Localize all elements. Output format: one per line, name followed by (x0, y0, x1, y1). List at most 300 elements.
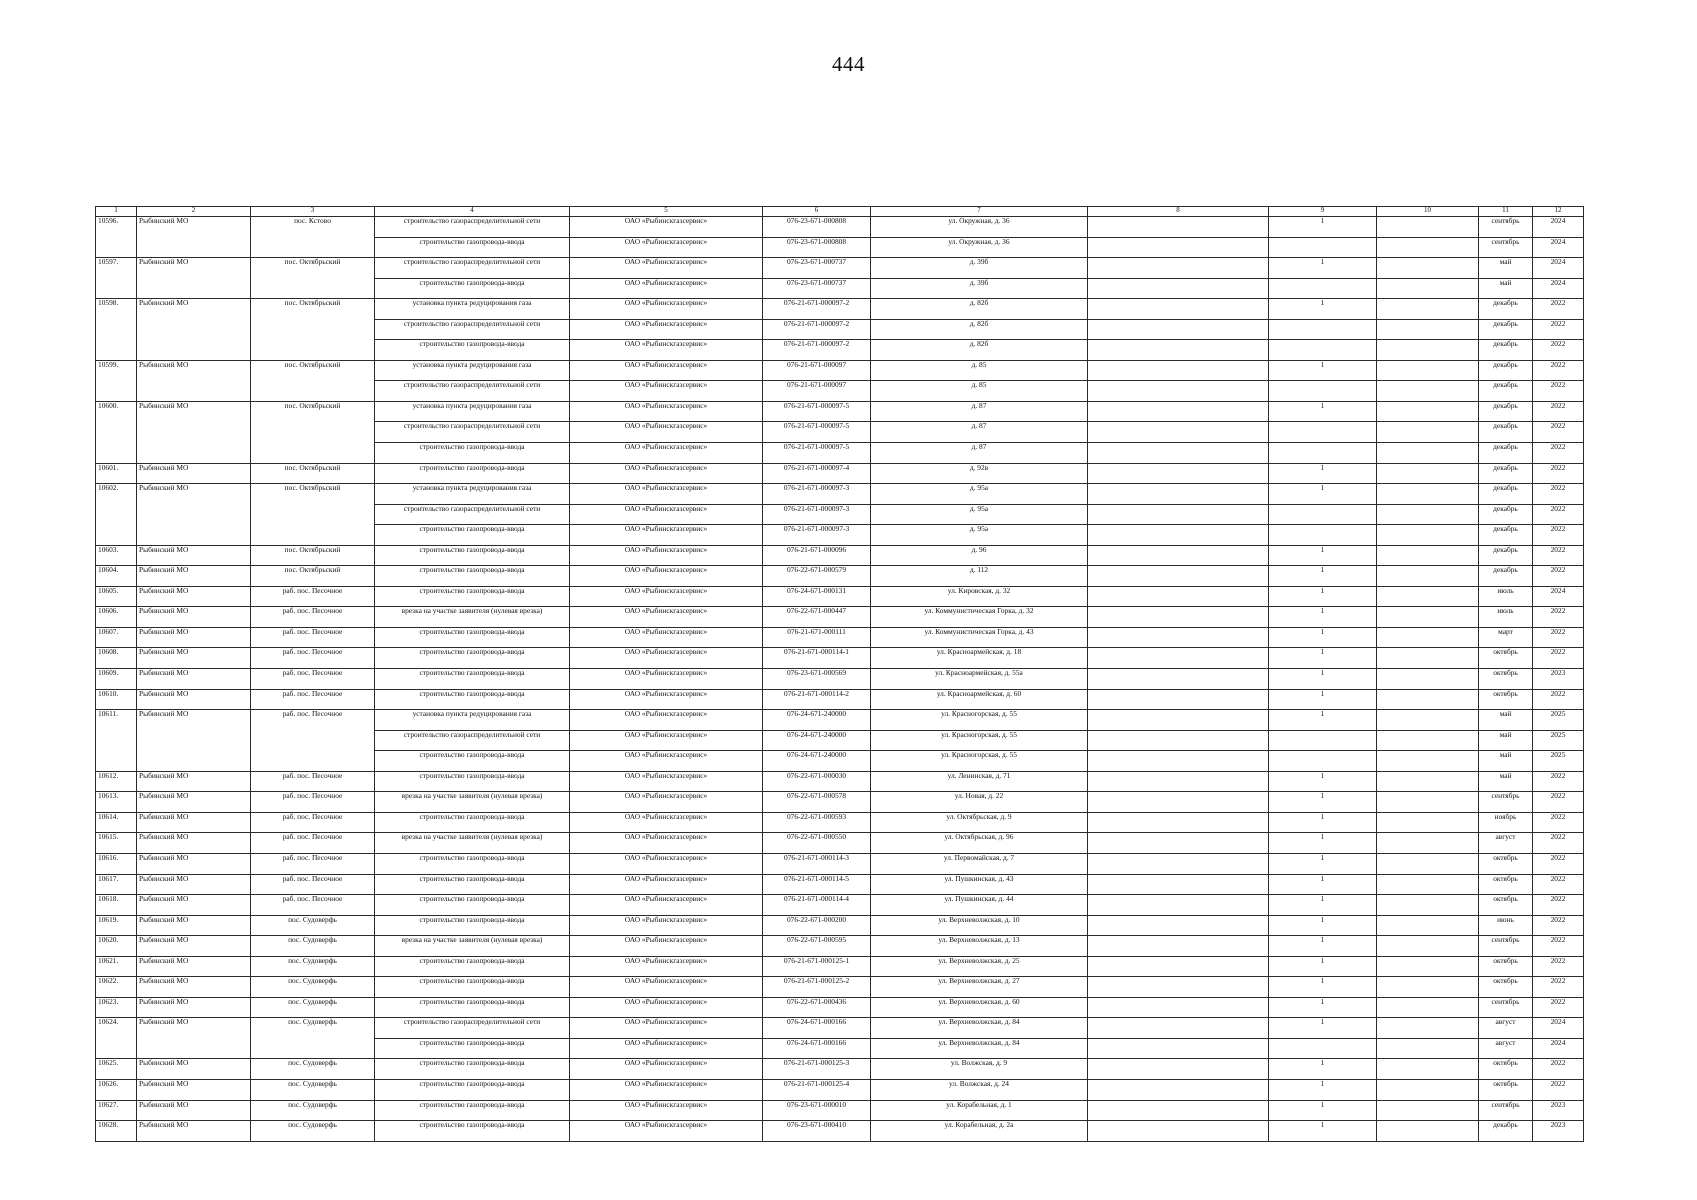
year-cell: 2022 (1533, 360, 1584, 381)
column-8-cell (1088, 586, 1269, 607)
column-10-cell (1377, 648, 1479, 669)
quantity-cell: 1 (1269, 627, 1377, 648)
table-row (96, 977, 1584, 998)
application-code-cell: 076-21-671-000125-1 (763, 956, 871, 977)
month-cell: сентябрь (1479, 1100, 1533, 1121)
district-cell: Рыбинский МО (137, 258, 251, 299)
address-cell: д. 82б (871, 340, 1088, 361)
address-cell: д. 112 (871, 566, 1088, 587)
district-cell: Рыбинский МО (137, 812, 251, 833)
quantity-cell: 1 (1269, 1079, 1377, 1100)
table-row (96, 299, 1584, 320)
work-type-cell: строительство газопровода-ввода (375, 525, 570, 546)
column-10-cell (1377, 381, 1479, 402)
column-8-cell (1088, 792, 1269, 813)
quantity-cell (1269, 319, 1377, 340)
month-cell: октябрь (1479, 874, 1533, 895)
work-type-cell: строительство газопровода-ввода (375, 1100, 570, 1121)
work-type-cell: строительство газопровода-ввода (375, 874, 570, 895)
year-cell: 2022 (1533, 401, 1584, 422)
column-8-cell (1088, 545, 1269, 566)
year-cell: 2022 (1533, 607, 1584, 628)
application-code-cell: 076-22-671-000550 (763, 833, 871, 854)
organization-cell: ОАО «Рыбинскгазсервис» (570, 627, 763, 648)
column-10-cell (1377, 258, 1479, 279)
column-10-cell (1377, 710, 1479, 731)
table-row (96, 258, 1584, 279)
work-type-cell: строительство газораспределительной сети (375, 381, 570, 402)
entry-number: 10612. (96, 771, 137, 792)
table-row (96, 812, 1584, 833)
quantity-cell: 1 (1269, 586, 1377, 607)
application-code-cell: 076-22-671-000579 (763, 566, 871, 587)
address-cell: д. 95а (871, 525, 1088, 546)
year-cell: 2022 (1533, 340, 1584, 361)
col-header-2: 2 (137, 207, 251, 217)
work-type-cell: строительство газопровода-ввода (375, 895, 570, 916)
locality-cell: раб. пос. Песочное (251, 853, 375, 874)
entry-number: 10616. (96, 853, 137, 874)
application-code-cell: 076-23-671-000808 (763, 237, 871, 258)
application-code-cell: 076-21-671-000097 (763, 360, 871, 381)
quantity-cell: 1 (1269, 258, 1377, 279)
organization-cell: ОАО «Рыбинскгазсервис» (570, 258, 763, 279)
address-cell: д. 87 (871, 422, 1088, 443)
year-cell: 2022 (1533, 443, 1584, 464)
year-cell: 2022 (1533, 853, 1584, 874)
work-type-cell: строительство газопровода-ввода (375, 669, 570, 690)
address-cell: ул. Коммунистическая Горка, д. 43 (871, 627, 1088, 648)
locality-cell: раб. пос. Песочное (251, 812, 375, 833)
application-code-cell: 076-21-671-000097 (763, 381, 871, 402)
organization-cell: ОАО «Рыбинскгазсервис» (570, 586, 763, 607)
year-cell: 2024 (1533, 237, 1584, 258)
address-cell: д. 96 (871, 545, 1088, 566)
year-cell: 2022 (1533, 1059, 1584, 1080)
organization-cell: ОАО «Рыбинскгазсервис» (570, 340, 763, 361)
year-cell: 2024 (1533, 1038, 1584, 1059)
quantity-cell (1269, 237, 1377, 258)
locality-cell: пос. Октябрьский (251, 401, 375, 463)
address-cell: ул. Кировская, д. 32 (871, 586, 1088, 607)
column-8-cell (1088, 669, 1269, 690)
year-cell: 2022 (1533, 956, 1584, 977)
organization-cell: ОАО «Рыбинскгазсервис» (570, 997, 763, 1018)
work-type-cell: строительство газопровода-ввода (375, 1059, 570, 1080)
district-cell: Рыбинский МО (137, 1100, 251, 1121)
locality-cell: раб. пос. Песочное (251, 586, 375, 607)
district-cell: Рыбинский МО (137, 627, 251, 648)
organization-cell: ОАО «Рыбинскгазсервис» (570, 566, 763, 587)
work-type-cell: строительство газораспределительной сети (375, 730, 570, 751)
district-cell: Рыбинский МО (137, 1121, 251, 1142)
month-cell: октябрь (1479, 648, 1533, 669)
organization-cell: ОАО «Рыбинскгазсервис» (570, 1121, 763, 1142)
entry-number: 10596. (96, 217, 137, 258)
quantity-cell: 1 (1269, 669, 1377, 690)
col-header-11: 11 (1479, 207, 1533, 217)
application-code-cell: 076-24-671-000131 (763, 586, 871, 607)
entry-number: 10615. (96, 833, 137, 854)
table-row (96, 627, 1584, 648)
address-cell: ул. Окружная, д. 36 (871, 237, 1088, 258)
district-cell: Рыбинский МО (137, 977, 251, 998)
quantity-cell: 1 (1269, 360, 1377, 381)
address-cell: ул. Красноармейская, д. 18 (871, 648, 1088, 669)
year-cell: 2022 (1533, 915, 1584, 936)
application-code-cell: 076-21-671-000125-2 (763, 977, 871, 998)
month-cell: декабрь (1479, 360, 1533, 381)
column-10-cell (1377, 484, 1479, 505)
organization-cell: ОАО «Рыбинскгазсервис» (570, 915, 763, 936)
address-cell: ул. Красноармейская, д. 55а (871, 669, 1088, 690)
application-code-cell: 076-21-671-000125-3 (763, 1059, 871, 1080)
locality-cell: пос. Судоверфь (251, 1079, 375, 1100)
column-10-cell (1377, 443, 1479, 464)
quantity-cell: 1 (1269, 1121, 1377, 1142)
table-row (96, 586, 1584, 607)
entry-number: 10614. (96, 812, 137, 833)
column-8-cell (1088, 853, 1269, 874)
year-cell: 2022 (1533, 545, 1584, 566)
table-row (96, 401, 1584, 422)
address-cell: ул. Новая, д. 22 (871, 792, 1088, 813)
quantity-cell: 1 (1269, 217, 1377, 238)
column-8-cell (1088, 689, 1269, 710)
column-10-cell (1377, 525, 1479, 546)
gasification-table (95, 206, 1584, 1142)
table-row (96, 463, 1584, 484)
table-row (96, 915, 1584, 936)
year-cell: 2022 (1533, 319, 1584, 340)
work-type-cell: строительство газопровода-ввода (375, 237, 570, 258)
column-10-cell (1377, 278, 1479, 299)
column-8-cell (1088, 833, 1269, 854)
locality-cell: пос. Октябрьский (251, 545, 375, 566)
column-8-cell (1088, 278, 1269, 299)
locality-cell: пос. Октябрьский (251, 258, 375, 299)
work-type-cell: врезка на участке заявителя (нулевая врезка) (375, 607, 570, 628)
locality-cell: пос. Кстово (251, 217, 375, 258)
organization-cell: ОАО «Рыбинскгазсервис» (570, 278, 763, 299)
work-type-cell: строительство газопровода-ввода (375, 751, 570, 772)
locality-cell: раб. пос. Песочное (251, 771, 375, 792)
address-cell: ул. Пушкинская, д. 43 (871, 874, 1088, 895)
year-cell: 2023 (1533, 1121, 1584, 1142)
column-10-cell (1377, 771, 1479, 792)
work-type-cell: врезка на участке заявителя (нулевая врезка) (375, 936, 570, 957)
month-cell: декабрь (1479, 422, 1533, 443)
month-cell: декабрь (1479, 340, 1533, 361)
district-cell: Рыбинский МО (137, 463, 251, 484)
address-cell: д. 82б (871, 319, 1088, 340)
application-code-cell: 076-23-671-000737 (763, 278, 871, 299)
application-code-cell: 076-21-671-000114-2 (763, 689, 871, 710)
application-code-cell: 076-21-671-000111 (763, 627, 871, 648)
address-cell: д. 82б (871, 299, 1088, 320)
quantity-cell: 1 (1269, 545, 1377, 566)
work-type-cell: строительство газопровода-ввода (375, 997, 570, 1018)
work-type-cell: строительство газопровода-ввода (375, 278, 570, 299)
year-cell: 2022 (1533, 936, 1584, 957)
month-cell: декабрь (1479, 1121, 1533, 1142)
application-code-cell: 076-22-671-000200 (763, 915, 871, 936)
table-row (96, 648, 1584, 669)
column-8-cell (1088, 936, 1269, 957)
organization-cell: ОАО «Рыбинскгазсервис» (570, 504, 763, 525)
quantity-cell: 1 (1269, 997, 1377, 1018)
month-cell: октябрь (1479, 977, 1533, 998)
year-cell: 2022 (1533, 566, 1584, 587)
quantity-cell: 1 (1269, 1018, 1377, 1039)
entry-number: 10598. (96, 299, 137, 361)
address-cell: ул. Коммунистическая Горка, д. 32 (871, 607, 1088, 628)
entry-number: 10619. (96, 915, 137, 936)
address-cell: ул. Красногорская, д. 55 (871, 751, 1088, 772)
district-cell: Рыбинский МО (137, 669, 251, 690)
column-10-cell (1377, 237, 1479, 258)
month-cell: декабрь (1479, 566, 1533, 587)
quantity-cell (1269, 504, 1377, 525)
locality-cell: раб. пос. Песочное (251, 627, 375, 648)
column-8-cell (1088, 1038, 1269, 1059)
application-code-cell: 076-22-671-000595 (763, 936, 871, 957)
locality-cell: пос. Октябрьский (251, 484, 375, 546)
column-8-cell (1088, 977, 1269, 998)
locality-cell: пос. Судоверфь (251, 1059, 375, 1080)
work-type-cell: строительство газопровода-ввода (375, 771, 570, 792)
application-code-cell: 076-21-671-000097-2 (763, 299, 871, 320)
entry-number: 10607. (96, 627, 137, 648)
district-cell: Рыбинский МО (137, 484, 251, 546)
locality-cell: раб. пос. Песочное (251, 895, 375, 916)
entry-number: 10608. (96, 648, 137, 669)
month-cell: август (1479, 1018, 1533, 1039)
month-cell: декабрь (1479, 401, 1533, 422)
year-cell: 2022 (1533, 977, 1584, 998)
district-cell: Рыбинский МО (137, 566, 251, 587)
year-cell: 2024 (1533, 217, 1584, 238)
column-8-cell (1088, 360, 1269, 381)
organization-cell: ОАО «Рыбинскгазсервис» (570, 381, 763, 402)
application-code-cell: 076-23-671-000410 (763, 1121, 871, 1142)
work-type-cell: строительство газопровода-ввода (375, 1079, 570, 1100)
work-type-cell: строительство газопровода-ввода (375, 956, 570, 977)
column-8-cell (1088, 401, 1269, 422)
organization-cell: ОАО «Рыбинскгазсервис» (570, 422, 763, 443)
quantity-cell (1269, 340, 1377, 361)
address-cell: д. 92в (871, 463, 1088, 484)
table-row (96, 710, 1584, 731)
year-cell: 2022 (1533, 648, 1584, 669)
organization-cell: ОАО «Рыбинскгазсервис» (570, 299, 763, 320)
application-code-cell: 076-23-671-000569 (763, 669, 871, 690)
year-cell: 2022 (1533, 792, 1584, 813)
year-cell: 2024 (1533, 1018, 1584, 1039)
year-cell: 2024 (1533, 258, 1584, 279)
application-code-cell: 076-21-671-000097-5 (763, 443, 871, 464)
column-10-cell (1377, 627, 1479, 648)
district-cell: Рыбинский МО (137, 360, 251, 401)
locality-cell: пос. Судоверфь (251, 1100, 375, 1121)
locality-cell: пос. Судоверфь (251, 977, 375, 998)
month-cell: май (1479, 258, 1533, 279)
work-type-cell: врезка на участке заявителя (нулевая врезка) (375, 792, 570, 813)
month-cell: май (1479, 730, 1533, 751)
table-row (96, 545, 1584, 566)
district-cell: Рыбинский МО (137, 586, 251, 607)
year-cell: 2022 (1533, 874, 1584, 895)
address-cell: ул. Верхневолжская, д. 25 (871, 956, 1088, 977)
address-cell: д. 85 (871, 360, 1088, 381)
district-cell: Рыбинский МО (137, 648, 251, 669)
year-cell: 2022 (1533, 525, 1584, 546)
district-cell: Рыбинский МО (137, 956, 251, 977)
column-10-cell (1377, 319, 1479, 340)
table-row (96, 669, 1584, 690)
address-cell: д. 39б (871, 258, 1088, 279)
month-cell: декабрь (1479, 484, 1533, 505)
column-8-cell (1088, 607, 1269, 628)
address-cell: ул. Верхневолжская, д. 84 (871, 1018, 1088, 1039)
table-row (96, 1079, 1584, 1100)
table-row (96, 566, 1584, 587)
address-cell: ул. Окружная, д. 36 (871, 217, 1088, 238)
year-cell: 2025 (1533, 751, 1584, 772)
table-row (96, 1100, 1584, 1121)
organization-cell: ОАО «Рыбинскгазсервис» (570, 936, 763, 957)
column-8-cell (1088, 997, 1269, 1018)
work-type-cell: установка пункта редуцирования газа (375, 360, 570, 381)
work-type-cell: строительство газопровода-ввода (375, 853, 570, 874)
month-cell: декабрь (1479, 504, 1533, 525)
locality-cell: раб. пос. Песочное (251, 833, 375, 854)
column-8-cell (1088, 258, 1269, 279)
column-8-cell (1088, 1079, 1269, 1100)
month-cell: октябрь (1479, 1059, 1533, 1080)
district-cell: Рыбинский МО (137, 853, 251, 874)
organization-cell: ОАО «Рыбинскгазсервис» (570, 710, 763, 731)
quantity-cell: 1 (1269, 792, 1377, 813)
column-8-cell (1088, 771, 1269, 792)
address-cell: д. 39б (871, 278, 1088, 299)
column-10-cell (1377, 833, 1479, 854)
work-type-cell: строительство газопровода-ввода (375, 648, 570, 669)
entry-number: 10610. (96, 689, 137, 710)
year-cell: 2022 (1533, 1079, 1584, 1100)
address-cell: д. 87 (871, 443, 1088, 464)
column-8-cell (1088, 566, 1269, 587)
column-10-cell (1377, 812, 1479, 833)
column-8-cell (1088, 1100, 1269, 1121)
organization-cell: ОАО «Рыбинскгазсервис» (570, 956, 763, 977)
column-10-cell (1377, 895, 1479, 916)
year-cell: 2022 (1533, 381, 1584, 402)
application-code-cell: 076-21-671-000097-5 (763, 422, 871, 443)
application-code-cell: 076-21-671-000097-2 (763, 319, 871, 340)
work-type-cell: строительство газораспределительной сети (375, 258, 570, 279)
quantity-cell: 1 (1269, 607, 1377, 628)
application-code-cell: 076-23-671-000808 (763, 217, 871, 238)
application-code-cell: 076-24-671-240000 (763, 710, 871, 731)
table-header (96, 207, 1584, 217)
column-10-cell (1377, 915, 1479, 936)
work-type-cell: строительство газопровода-ввода (375, 812, 570, 833)
organization-cell: ОАО «Рыбинскгазсервис» (570, 792, 763, 813)
quantity-cell: 1 (1269, 710, 1377, 731)
district-cell: Рыбинский МО (137, 915, 251, 936)
quantity-cell (1269, 422, 1377, 443)
work-type-cell: строительство газопровода-ввода (375, 340, 570, 361)
table-row (96, 997, 1584, 1018)
column-8-cell (1088, 319, 1269, 340)
locality-cell: пос. Судоверфь (251, 936, 375, 957)
application-code-cell: 076-21-671-000125-4 (763, 1079, 871, 1100)
year-cell: 2022 (1533, 833, 1584, 854)
column-10-cell (1377, 874, 1479, 895)
quantity-cell: 1 (1269, 915, 1377, 936)
address-cell: ул. Верхневолжская, д. 27 (871, 977, 1088, 998)
month-cell: сентябрь (1479, 792, 1533, 813)
month-cell: сентябрь (1479, 936, 1533, 957)
col-header-4: 4 (375, 207, 570, 217)
address-cell: д. 95а (871, 484, 1088, 505)
organization-cell: ОАО «Рыбинскгазсервис» (570, 463, 763, 484)
quantity-cell: 1 (1269, 833, 1377, 854)
organization-cell: ОАО «Рыбинскгазсервис» (570, 669, 763, 690)
organization-cell: ОАО «Рыбинскгазсервис» (570, 730, 763, 751)
column-10-cell (1377, 1059, 1479, 1080)
month-cell: октябрь (1479, 689, 1533, 710)
column-10-cell (1377, 689, 1479, 710)
entry-number: 10622. (96, 977, 137, 998)
entry-number: 10627. (96, 1100, 137, 1121)
col-header-1: 1 (96, 207, 137, 217)
column-10-cell (1377, 751, 1479, 772)
application-code-cell: 076-21-671-000114-5 (763, 874, 871, 895)
column-numbers-row (96, 207, 1584, 217)
quantity-cell: 1 (1269, 401, 1377, 422)
organization-cell: ОАО «Рыбинскгазсервис» (570, 895, 763, 916)
application-code-cell: 076-21-671-000097-3 (763, 504, 871, 525)
entry-number: 10601. (96, 463, 137, 484)
quantity-cell: 1 (1269, 648, 1377, 669)
locality-cell: раб. пос. Песочное (251, 689, 375, 710)
month-cell: декабрь (1479, 463, 1533, 484)
district-cell: Рыбинский МО (137, 689, 251, 710)
work-type-cell: врезка на участке заявителя (нулевая врезка) (375, 833, 570, 854)
month-cell: октябрь (1479, 1079, 1533, 1100)
application-code-cell: 076-21-671-000114-4 (763, 895, 871, 916)
column-8-cell (1088, 217, 1269, 238)
work-type-cell: установка пункта редуцирования газа (375, 401, 570, 422)
organization-cell: ОАО «Рыбинскгазсервис» (570, 484, 763, 505)
column-10-cell (1377, 956, 1479, 977)
address-cell: ул. Пушкинская, д. 44 (871, 895, 1088, 916)
organization-cell: ОАО «Рыбинскгазсервис» (570, 401, 763, 422)
entry-number: 10618. (96, 895, 137, 916)
application-code-cell: 076-21-671-000114-3 (763, 853, 871, 874)
application-code-cell: 076-22-671-000030 (763, 771, 871, 792)
table-body (96, 217, 1584, 1142)
column-10-cell (1377, 977, 1479, 998)
address-cell: д. 87 (871, 401, 1088, 422)
year-cell: 2023 (1533, 1100, 1584, 1121)
column-8-cell (1088, 956, 1269, 977)
work-type-cell: строительство газораспределительной сети (375, 319, 570, 340)
entry-number: 10625. (96, 1059, 137, 1080)
entry-number: 10604. (96, 566, 137, 587)
